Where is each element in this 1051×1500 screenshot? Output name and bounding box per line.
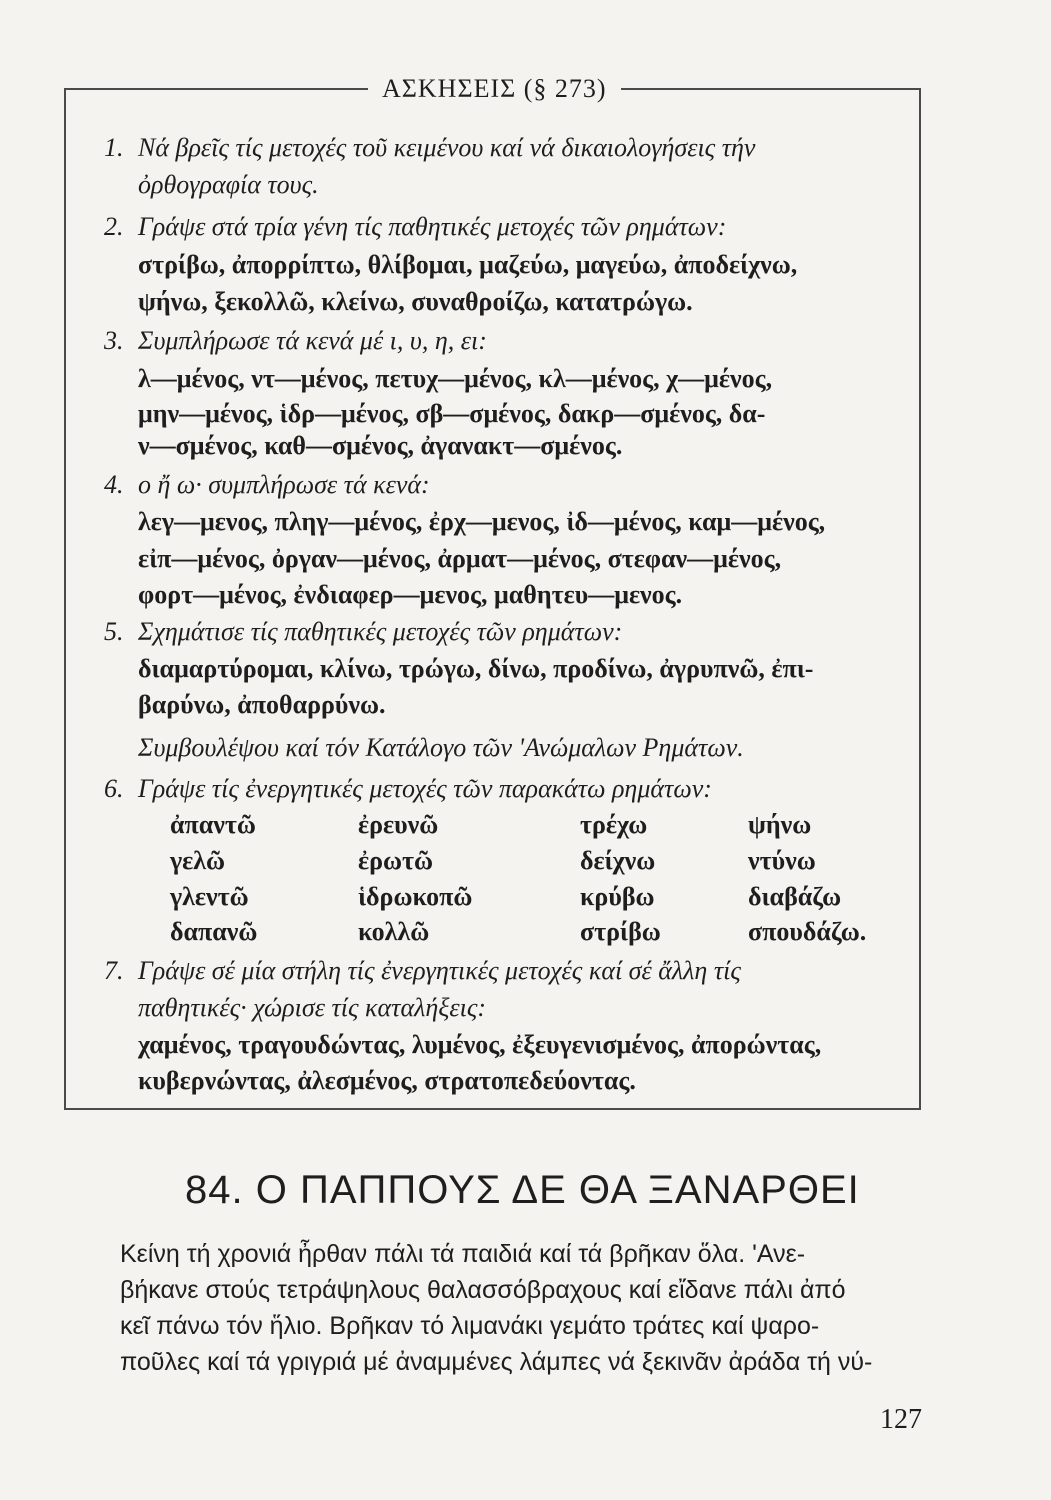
exercise-4-line-4: φορτ—μένος, ἐνδιαφερ—μενος, μαθητευ—μενος. xyxy=(138,580,683,609)
exercise-3-line-2: λ—μένος, ντ—μένος, πετυχ—μένος, κλ—μένος, χ—μένος, xyxy=(138,364,773,393)
prose-line: ποῦλες καί τά γριγριά μέ ἀναμμένες λάμπες νά ξεκινᾶν ἀράδα τή νύ- xyxy=(120,1348,873,1376)
exercise-4-number: 4. xyxy=(104,470,124,499)
page-number: 127 xyxy=(880,1404,922,1435)
exercise-2-line-1: Γράψε στά τρία γένη τίς παθητικές μετοχές τῶν ρημάτων: xyxy=(138,212,727,241)
exercise-2-number: 2. xyxy=(104,212,124,241)
exercise-4-line-1: ο ἤ ω· συμπλήρωσε τά κενά: xyxy=(138,470,430,499)
table-cell: διαβάζω xyxy=(748,882,842,911)
exercise-1-number: 1. xyxy=(104,133,124,162)
exercise-2-line-3: ψήνω, ξεκολλῶ, κλείνω, συναθροίζω, κατατρώγω. xyxy=(138,287,693,316)
exercise-5-number: 5. xyxy=(104,617,124,646)
table-cell: ἐρευνῶ xyxy=(358,810,439,839)
exercise-2-line-2: στρίβω, ἀπορρίπτω, θλίβομαι, μαζεύω, μαγεύω, ἀποδείχνω, xyxy=(138,250,798,279)
table-cell: γλεντῶ xyxy=(170,882,249,911)
table-cell: δαπανῶ xyxy=(170,917,258,946)
exercise-3-number: 3. xyxy=(104,326,124,355)
table-cell: ἱδρωκοπῶ xyxy=(358,882,473,911)
exercise-7-line-1: Γράψε σέ μία στήλη τίς ἐνεργητικές μετοχές καί σέ ἄλλη τίς xyxy=(138,956,741,985)
exercise-7-line-4: κυβερνώντας, ἀλεσμένος, στρατοπεδεύοντας. xyxy=(138,1066,636,1095)
exercise-6-number: 6. xyxy=(104,774,124,803)
table-cell: σπουδάζω. xyxy=(748,917,867,946)
exercise-5-line-1: Σχημάτισε τίς παθητικές μετοχές τῶν ρημάτων: xyxy=(138,617,623,646)
table-cell: δείχνω xyxy=(580,846,656,875)
table-cell: γελῶ xyxy=(170,846,226,875)
exercise-1-line-2: ὀρθογραφία τους. xyxy=(138,170,319,199)
exercise-4-line-3: εἰπ—μένος, ὀργαν—μένος, ἀρματ—μένος, στεφαν—μένος, xyxy=(138,544,782,573)
table-cell: ντύνω xyxy=(748,846,816,875)
exercise-3-line-3: μην—μένος, ἱδρ—μένος, σβ—σμένος, δακρ—σμένος, δα- xyxy=(138,399,766,428)
exercises-title: ΑΣΚΗΣΕΙΣ (§ 273) xyxy=(368,74,621,104)
table-cell: στρίβω xyxy=(580,917,661,946)
exercise-3-line-4: ν—σμένος, καθ—σμένος, ἀγανακτ—σμένος. xyxy=(138,431,623,460)
table-cell: κολλῶ xyxy=(358,917,430,946)
exercise-5-line-4: Συμβουλέψου καί τόν Κατάλογο τῶν 'Ανώμαλων Ρημάτων. xyxy=(138,733,744,762)
exercise-7-line-3: χαμένος, τραγουδώντας, λυμένος, ἐξευγενισμένος, ἀπορώντας, xyxy=(138,1030,822,1059)
table-cell: ἀπαντῶ xyxy=(170,810,256,839)
table-cell: ψήνω xyxy=(748,810,812,839)
exercise-4-line-2: λεγ—μενος, πληγ—μένος, ἐρχ—μενος, ἰδ—μένος, καμ—μένος, xyxy=(138,507,826,536)
exercise-7-number: 7. xyxy=(104,956,124,985)
prose-line: Κείνη τή χρονιά ἦρθαν πάλι τά παιδιά καί τά βρῆκαν ὅλα. 'Ανε- xyxy=(120,1240,806,1268)
table-cell: ἐρωτῶ xyxy=(358,846,434,875)
table-cell: τρέχω xyxy=(580,810,648,839)
prose-line: βήκανε στούς τετράψηλους θαλασσόβραχους καί εἴδανε πάλι ἀπό xyxy=(120,1276,846,1304)
exercise-5-line-3: βαρύνω, ἀποθαρρύνω. xyxy=(138,690,386,719)
exercise-7-line-2: παθητικές· χώρισε τίς καταλήξεις: xyxy=(138,993,487,1022)
table-cell: κρύβω xyxy=(580,882,655,911)
exercise-6-line-1: Γράψε τίς ἐνεργητικές μετοχές τῶν παρακάτω ρημάτων: xyxy=(138,774,712,803)
exercise-1-line-1: Νά βρεῖς τίς μετοχές τοῦ κειμένου καί νά δικαιολογήσεις τήν xyxy=(138,133,756,162)
exercise-5-line-2: διαμαρτύρομαι, κλίνω, τρώγω, δίνω, προδίνω, ἀγρυπνῶ, ἐπι- xyxy=(138,654,814,683)
section-heading: 84. Ο ΠΑΠΠΟΥΣ ΔΕ ΘΑ ΞΑΝΑΡΘΕΙ xyxy=(185,1168,860,1212)
prose-line: κεῖ πάνω τόν ἥλιο. Βρῆκαν τό λιμανάκι γεμάτο τράτες καί ψαρο- xyxy=(120,1312,820,1340)
exercise-3-line-1: Συμπλήρωσε τά κενά μέ ι, υ, η, ει: xyxy=(138,326,487,355)
